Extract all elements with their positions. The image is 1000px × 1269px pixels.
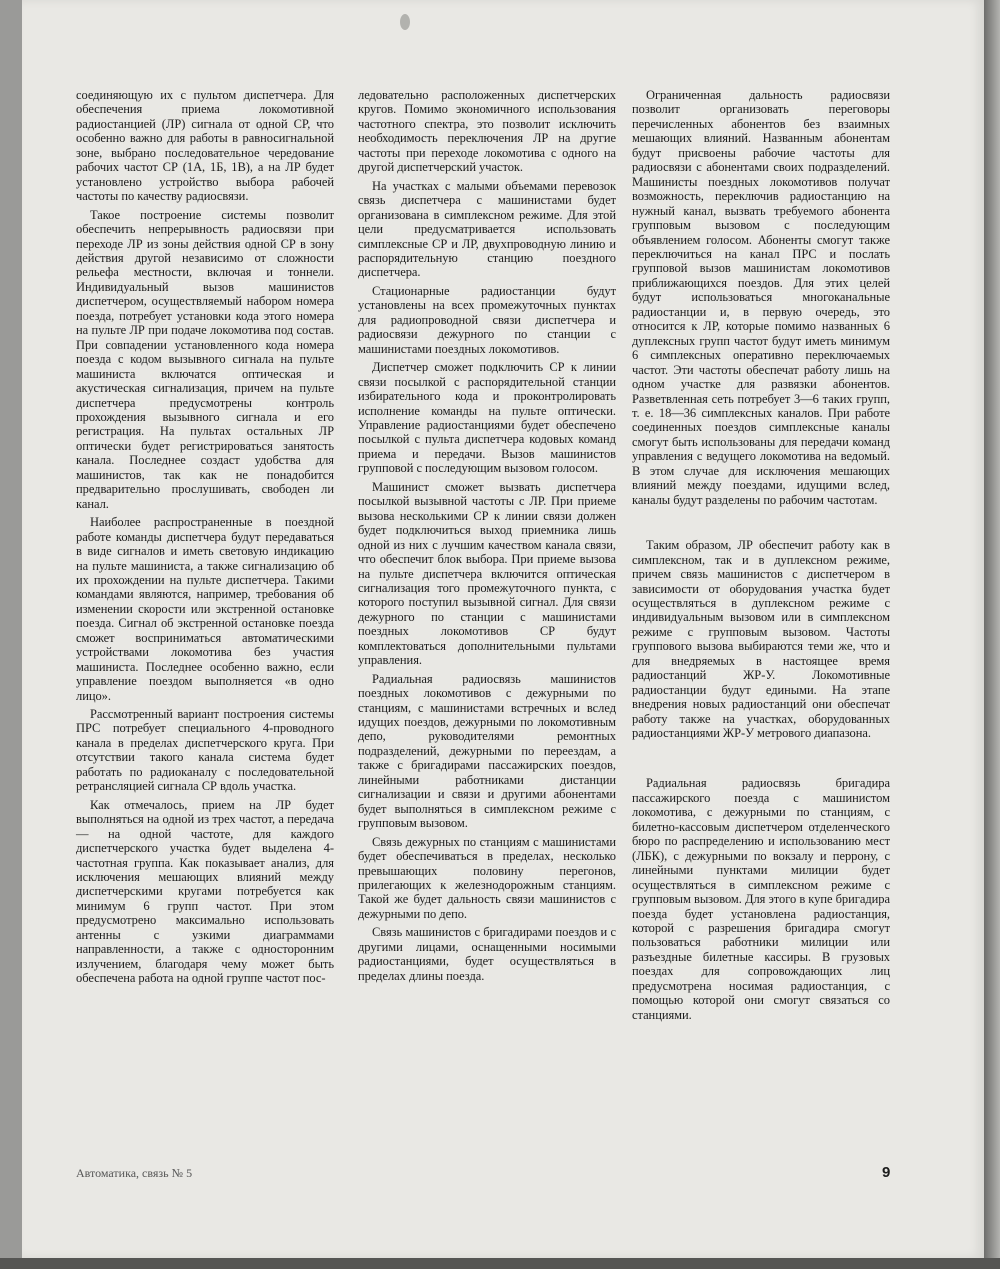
paragraph: Рассмотренный вариант построения системы ПРС потребует специального 4-проводного канала в пределах диспетчерского круга. При отсутствии такого канала система будет работать по радиоканалу с последовательной ретрансляцией сигнала СР вдоль участка.	[76, 707, 334, 794]
paragraph: Ограниченная дальность радиосвязи позволит организовать переговоры перечисленных абонентов без взаимных мешающих влияний. Названным абонентам будут присвоены рабочие частоты для радиосвязи с абонентами своих подразделений. Машинисты поездных локомотивов получат возможность, переключив радиостанцию на нужный канал, вызвать требуемого абонента групповым вызовом с последующим объявлением голосом. Абоненты смогут также переключиться на канал ПРС и послать групповой вызов машинистам локомотивов приближающихся поездов. Для этих целей будут использоваться многоканальные радиостанции и, в первую очередь, это относится к ЛР, которые помимо названных 6 дуплексных групп частот будут иметь минимум 6 симплексных оперативно переключаемых частот. Эти частоты обеспечат работу лишь на одном участке для развязки абонентов. Разветвленная сеть потребует 3—6 таких групп, т. е. 18—36 симплексных каналов. При работе соединенных поездов симплексные каналы смогут быть использованы для передачи команд управления с ведущего локомотива на ведомый. В этом случае для исключения мешающих влияний между поездами, идущими вслед, каналы будут разделены по рабочим частотам.	[632, 88, 890, 507]
paragraph: Диспетчер сможет подключить СР к линии связи посылкой с распорядительной станции избирательного кода и проконтролировать исполнение команды на пульте оптически. Управление радиостанциями будет обеспечено посылкой с пульта диспетчера кодовых команд приема и передачи. Вызов машинистов групповой с последующим вызовом голосом.	[358, 360, 616, 476]
paragraph: ледовательно расположенных диспетчерских кругов. Помимо экономичного использования частотного спектра, это позволит исключить необходимость переключения ЛР на другие частоты при переходе локомотива с одного на другой диспетчерский участок.	[358, 88, 616, 175]
paragraph: Стационарные радиостанции будут установлены на всех промежуточных пунктах для радиопроводной связи диспетчера и радиосвязи дежурного по станции с машинистами поездных локомотивов.	[358, 283, 616, 356]
scan-bottom-border	[0, 1258, 1000, 1269]
paragraph: На участках с малыми объемами перевозок связь диспетчера с машинистами будет организована в симплексном режиме. Для этой цели предусматривается использовать симплексные СР и ЛР, двухпроводную линию и распорядительную станцию поездного диспетчера.	[358, 178, 616, 280]
page-number: 9	[882, 1164, 891, 1181]
paragraph: Радиальная радиосвязь машинистов поездных локомотивов с дежурными по станциям, с машинистами встречных и вслед идущих поездов, дежурными по локомотивным депо, руководителями ремонтных подразделений, дежурными по переездам, а также с бригадирами пассажирских поездов, линейными работниками дистанции сигнализации и связи и другими абонентами будет выполняться в симплексном режиме с групповым вызовом.	[358, 671, 616, 831]
paragraph: Наиболее распространенные в поездной работе команды диспетчера будут передаваться в виде сигналов и иметь световую индикацию на пульте машиниста, а также сигнализацию об их прохождении на пульте диспетчера. Такими командами являются, например, требования об изменении скорости или экстренной остановке поезда. Сигнал об экстренной остановке поезда сможет восприниматься автоматическими устройствами локомотива без участия машиниста. Последнее особенно важно, если управление поездом выполняется «в одно лицо».	[76, 515, 334, 703]
paragraph: Связь машинистов с бригадирами поездов и с другими лицами, оснащенными носимыми радиостанциями, будет осуществляться в пределах длины поезда.	[358, 925, 616, 983]
journal-footer: Автоматика, связь № 5	[76, 1166, 193, 1180]
paragraph: Радиальная радиосвязь бригадира пассажирского поезда с машинистом локомотива, с дежурными по станциям, с билетно-кассовым диспетчером отделенческого бюро по распределению и использованию мест (ЛБК), с дежурными по вокзалу и перрону, с линейными пунктами милиции будет осуществляться в симплексном режиме с групповым вызовом. Для этого в купе бригадира поезда будет установлена радиостанция, которой с разрешения бригадира смогут пользоваться работники милиции или разъездные билетные кассиры. В грузовых поездах для сопровождающих лиц предусмотрена носимая радиостанция, с помощью которой они смогут связаться со станциями.	[632, 776, 890, 1022]
paragraph: Связь дежурных по станциям с машинистами будет обеспечиваться в пределах, несколько превышающих половину перегонов, прилегающих к железнодорожным станциям. Такой же будет дальность связи машинистов с дежурными по депо.	[358, 834, 616, 921]
text-column-2	[358, 88, 616, 983]
paragraph: соединяющую их с пультом диспетчера. Для обеспечения приема локомотивной радиостанцией (ЛР) сигнала от одной СР, что особенно важно для работы в равносигнальной зоне, выбрано последовательное чередование рабочих частот СР (1А, 1Б, 1В), а на ЛР будет установлено устройство выбора рабочей частоты по качеству радиосвязи.	[76, 88, 334, 204]
paragraph: Такое построение системы позволит обеспечить непрерывность радиосвязи при переходе ЛР из зоны действия одной СР в зону действия другой независимо от сложности рельефа местности, включая и тоннели. Индивидуальный вызов машинистов диспетчером, осуществляемый набором номера поезда, потребует установки кода этого номера на пульте ЛР при подаче локомотива под состав. При совпадении установленного кода номера поезда с кодом вызывного сигнала на пульте машиниста включатся оптическая и акустическая сигнализация, причем на пульте диспетчера предусмотрены контроль прохождения вызывного сигнала и его регистрация. На пультах остальных ЛР оптически будет регистрироваться занятость канала. Последнее создаст удобства для машинистов, так как не понадобится предварительно прослушивать, свободен ли канал.	[76, 207, 334, 511]
paragraph: Как отмечалось, прием на ЛР будет выполняться на одной из трех частот, а передача — на одной частоте, для каждого диспетчерского участка будет выделена 4-частотная группа. Как показывает анализ, для исключения мешающих влияний между диспетчерскими кругами потребуется как минимум 6 групп частот. При этом предусмотрено максимально использовать антенны с узкими диаграммами направленности, а также с односторонним излучением, благодаря чему может быть обеспечена работа на одной группе частот пос-	[76, 797, 334, 986]
paragraph: Таким образом, ЛР обеспечит работу как в симплексном, так и в дуплексном режиме, причем связь машинистов с диспетчером в зависимости от оборудования участка будет осуществляться в дуплексном режиме с индивидуальным вызовом или в симплексном режиме с групповым вызовом. Частоты группового вызова выбираются теми же, что и для внедряемых в настоящее время радиостанций ЖР-У. Локомотивные радиостанции будут едиными. На этапе внедрения новых радиостанций они обеспечат работу также на участках, оборудованных радиостанциями ЖР-У метрового диапазона.	[632, 538, 890, 741]
text-column-3	[632, 88, 890, 1022]
paragraph: Машинист сможет вызвать диспетчера посылкой вызывной частоты с ЛР. При приеме вызова несколькими СР к линии связи должен будет подключиться выход приемника лишь одной из них с лучшим качеством канала связи, что обеспечит блок выбора. При приеме вызова на пульте диспетчера включится оптическая сигнализация того промежуточного пункта, с которого поступил вызывной сигнал. Для связи дежурного по станции с машинистами поездных локомотивов СР будут комплектоваться дополнительными пультами управления.	[358, 479, 616, 668]
page-edge-shadow	[984, 0, 1000, 1269]
scan-mark	[400, 14, 410, 30]
text-column-1	[76, 88, 334, 986]
